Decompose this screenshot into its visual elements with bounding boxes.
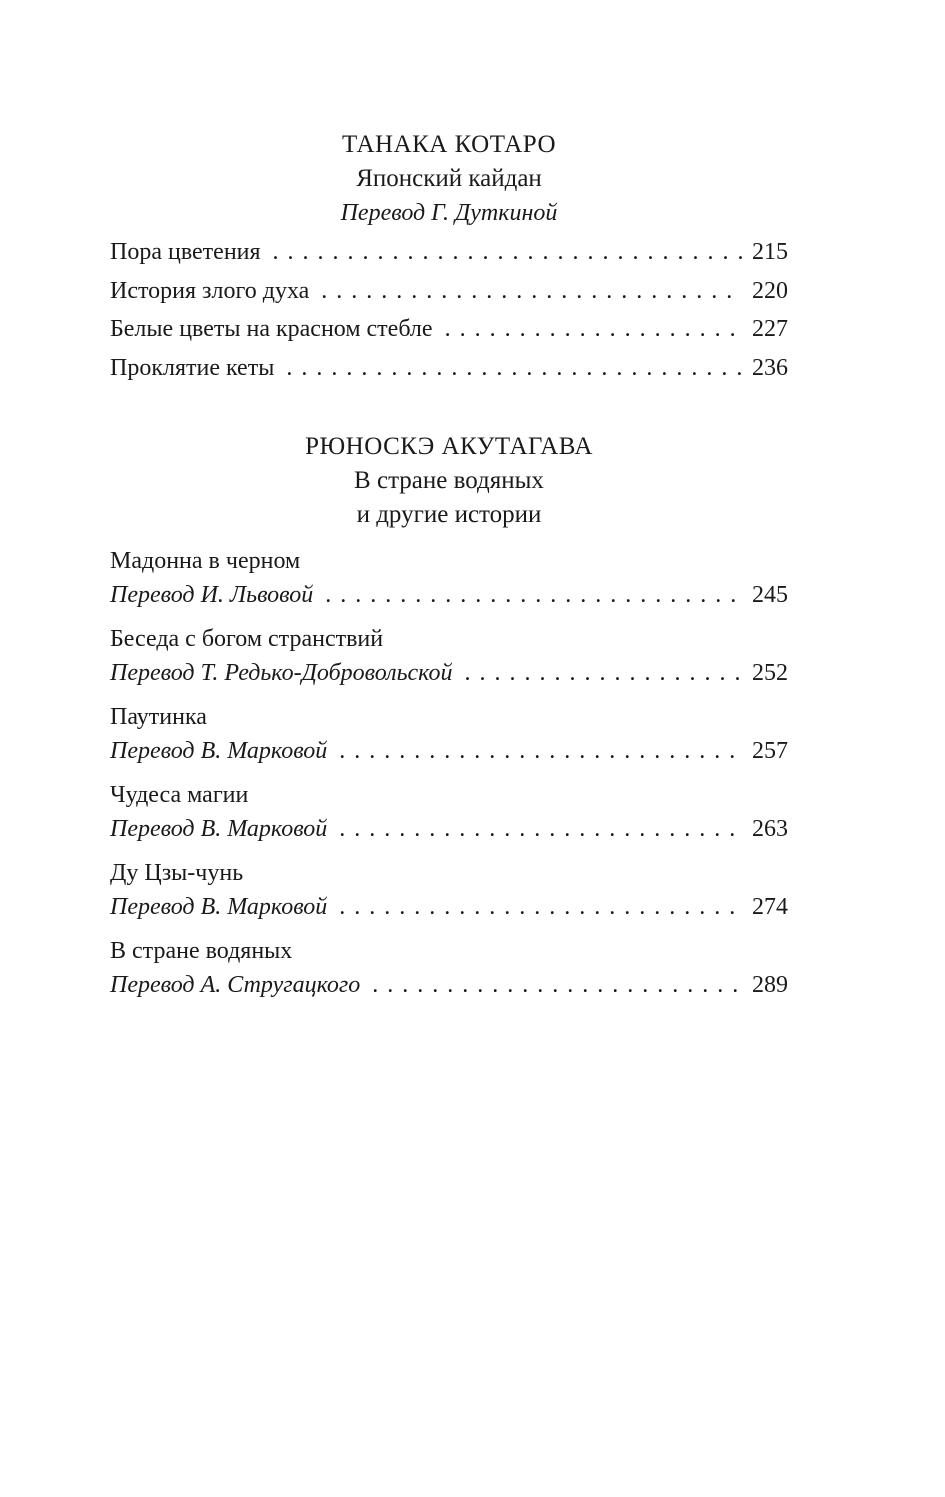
book-title-line1: В стране водяных <box>354 467 544 494</box>
toc-entry[interactable] <box>110 858 788 927</box>
toc-entry-page: 289 <box>752 972 788 998</box>
toc-entry-page: 236 <box>752 354 788 381</box>
toc-entry-page: 252 <box>752 660 788 686</box>
toc-entry[interactable] <box>110 780 788 849</box>
toc-entry[interactable] <box>110 233 788 272</box>
dot-leader <box>339 888 742 927</box>
toc-entry[interactable] <box>110 310 788 349</box>
toc-entry-page: 274 <box>752 894 788 920</box>
toc-entry-page: 257 <box>752 738 788 764</box>
translator-credit: Перевод Г. Дуткиной <box>340 200 558 226</box>
toc-entry-translator: Перевод И. Львовой <box>110 582 314 608</box>
toc-entry[interactable] <box>110 702 788 771</box>
toc-entry-page: 215 <box>752 239 788 265</box>
dot-leader <box>372 966 742 1005</box>
dot-leader <box>339 732 742 771</box>
dot-leader <box>339 810 742 849</box>
toc-entry-title: Проклятие кеты <box>110 354 275 381</box>
book-title: Японский кайдан <box>356 165 542 192</box>
toc-entry[interactable] <box>110 272 788 311</box>
dot-leader <box>321 272 742 311</box>
toc-entry-page: 227 <box>752 316 788 342</box>
toc-entry[interactable] <box>110 349 788 388</box>
dot-leader <box>273 233 742 272</box>
toc-entry-translator: Перевод Т. Редько-Добровольской <box>110 660 453 686</box>
toc-entry-title: Ду Цзы-чунь <box>110 860 244 886</box>
toc-entry-title: Паутинка <box>110 704 207 730</box>
toc-entry-page: 220 <box>752 277 788 304</box>
toc-entry-title: История злого духа <box>110 277 310 304</box>
section1-toc-list <box>110 233 788 387</box>
toc-entry-translator: Перевод В. Марковой <box>110 894 328 920</box>
toc-entry[interactable] <box>110 624 788 693</box>
section-header-tanaka <box>110 128 788 230</box>
toc-entry[interactable] <box>110 546 788 615</box>
dot-leader <box>325 576 742 615</box>
toc-entry-page: 263 <box>752 816 788 842</box>
book-title-line2: и другие истории <box>356 501 542 528</box>
toc-entry-translator: Перевод А. Стругацкого <box>110 972 361 998</box>
section2-toc-list <box>110 546 788 1014</box>
section-header-akutagawa <box>110 430 788 532</box>
author-name: РЮНОСКЭ АКУТАГАВА <box>305 433 593 460</box>
author-name: ТАНАКА КОТАРО <box>341 131 557 158</box>
dot-leader <box>465 654 743 693</box>
dot-leader <box>445 310 742 349</box>
toc-entry-title: В стране водяных <box>110 938 293 964</box>
toc-entry-title: Мадонна в черном <box>110 548 301 574</box>
toc-entry-title: Пора цветения <box>110 239 261 265</box>
toc-entry-translator: Перевод В. Марковой <box>110 738 328 764</box>
toc-entry-page: 245 <box>752 582 788 608</box>
toc-entry-title: Чудеса магии <box>110 782 249 808</box>
toc-entry[interactable] <box>110 936 788 1005</box>
toc-entry-title: Белые цветы на красном стебле <box>110 316 433 342</box>
toc-entry-translator: Перевод В. Марковой <box>110 816 328 842</box>
toc-entry-title: Беседа с богом странствий <box>110 626 384 652</box>
dot-leader <box>286 349 742 388</box>
